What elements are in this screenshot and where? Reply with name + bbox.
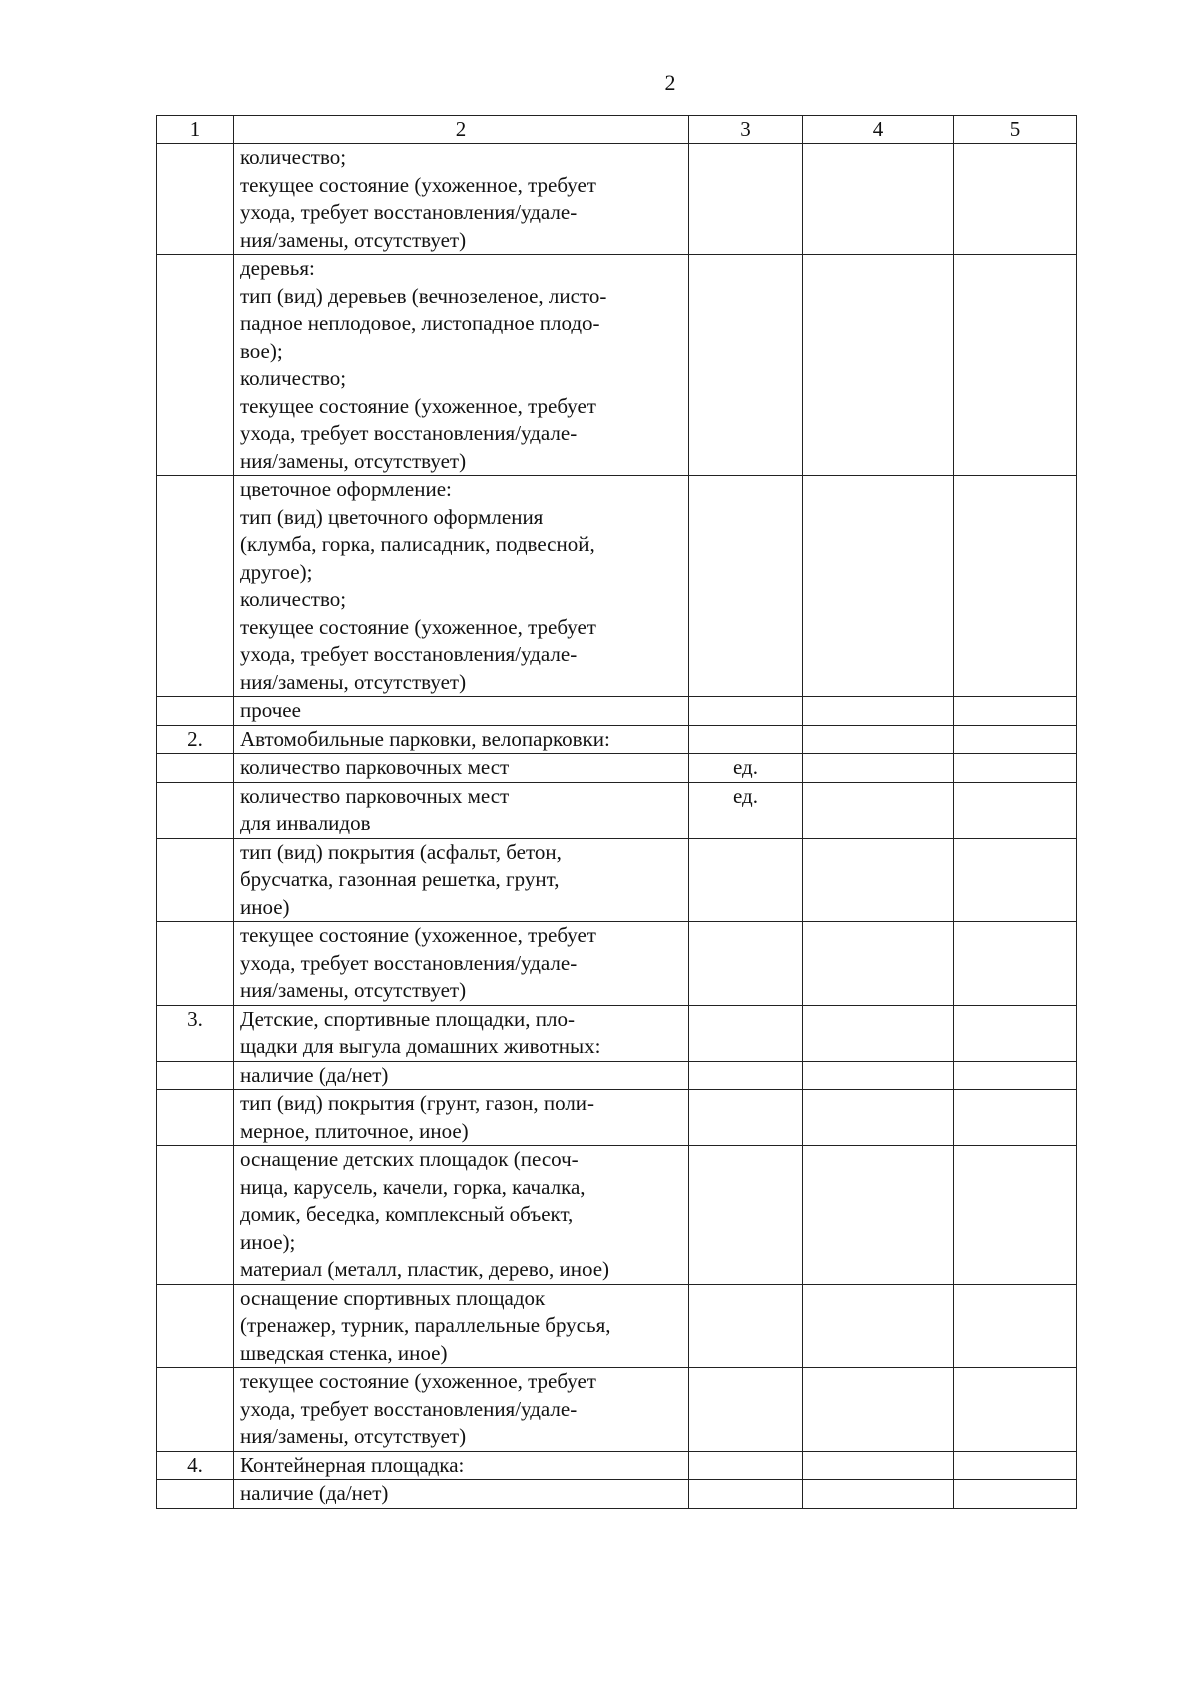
row-number-cell (157, 922, 234, 1006)
description-line: ухода, требует восстановления/удале- (240, 421, 578, 445)
description-line: домик, беседка, комплексный объект, (240, 1202, 574, 1226)
description-line: текущее состояние (ухоженное, требует (240, 393, 596, 418)
description-cell (234, 1005, 689, 1061)
value-cell-5 (954, 144, 1077, 255)
description-line: ница, карусель, качели, горка, качалка, (240, 1174, 586, 1199)
column-number-row (157, 116, 1077, 144)
description-line: ухода, требует восстановления/удале- (240, 642, 578, 666)
description-line: цветочное оформление: (240, 477, 452, 501)
description-line: Детские, спортивные площадки, пло- (240, 1006, 575, 1031)
row-number-cell (157, 1368, 234, 1452)
row-number-cell (157, 1284, 234, 1368)
description-line: текущее состояние (ухоженное, требует (240, 614, 596, 639)
row-number-cell (157, 255, 234, 476)
description-line: иное); (240, 1229, 296, 1254)
description-line: брусчатка, газонная решетка, грунт, (240, 867, 560, 891)
value-cell-5 (954, 754, 1077, 783)
row-number-cell: 4. (157, 1451, 234, 1480)
value-cell-5 (954, 1451, 1077, 1480)
row-number-cell: 2. (157, 725, 234, 754)
value-cell-5 (954, 922, 1077, 1006)
description-line: Автомобильные парковки, велопарковки: (240, 726, 610, 751)
description-cell (234, 754, 689, 783)
value-cell-4 (803, 922, 954, 1006)
unit-cell: ед. (689, 782, 803, 838)
description-line: иное) (240, 894, 290, 919)
table-row (157, 1090, 1077, 1146)
unit-cell (689, 1451, 803, 1480)
value-cell-4 (803, 1090, 954, 1146)
description-line: тип (вид) цветочного оформления (240, 504, 544, 529)
table-row (157, 697, 1077, 726)
table-row (157, 1005, 1077, 1061)
table-row (157, 754, 1077, 783)
table-row (157, 476, 1077, 697)
page-number: 2 (664, 70, 676, 95)
description-line: количество; (240, 587, 347, 611)
description-cell (234, 255, 689, 476)
value-cell-5 (954, 782, 1077, 838)
value-cell-5 (954, 1061, 1077, 1090)
description-line: щадки для выгула домашних животных: (240, 1034, 601, 1058)
description-line: текущее состояние (ухоженное, требует (240, 172, 596, 197)
description-line: Контейнерная площадка: (240, 1452, 465, 1477)
unit-cell (689, 1005, 803, 1061)
description-line: тип (вид) покрытия (асфальт, бетон, (240, 839, 562, 864)
description-line: ния/замены, отсутствует) (240, 448, 467, 473)
value-cell-4 (803, 754, 954, 783)
inspection-table (156, 115, 1077, 1509)
table-row (157, 1146, 1077, 1285)
description-line: ния/замены, отсутствует) (240, 978, 467, 1002)
value-cell-5 (954, 1146, 1077, 1285)
description-cell (234, 838, 689, 922)
column-header-5: 5 (954, 116, 1077, 144)
row-number-cell (157, 1090, 234, 1146)
description-line: падное неплодовое, листопадное плодо- (240, 311, 600, 335)
unit-cell: ед. (689, 754, 803, 783)
description-line: текущее состояние (ухоженное, требует (240, 1369, 596, 1393)
column-header-3: 3 (689, 116, 803, 144)
table-row (157, 922, 1077, 1006)
value-cell-5 (954, 697, 1077, 726)
value-cell-4 (803, 1451, 954, 1480)
table-row (157, 1451, 1077, 1480)
value-cell-4 (803, 1005, 954, 1061)
value-cell-4 (803, 697, 954, 726)
value-cell-5 (954, 1090, 1077, 1146)
unit-cell (689, 476, 803, 697)
table-row (157, 1480, 1077, 1509)
table-row (157, 725, 1077, 754)
value-cell-4 (803, 725, 954, 754)
description-cell (234, 922, 689, 1006)
description-line: тип (вид) деревьев (вечнозеленое, листо- (240, 283, 607, 308)
description-cell (234, 697, 689, 726)
unit-cell (689, 1480, 803, 1509)
table-row (157, 1284, 1077, 1368)
description-line: ния/замены, отсутствует) (240, 669, 467, 694)
description-line: для инвалидов (240, 811, 371, 835)
description-line: количество; (240, 366, 347, 390)
description-line: (тренажер, турник, параллельные брусья, (240, 1313, 611, 1337)
value-cell-5 (954, 725, 1077, 754)
description-cell (234, 1061, 689, 1090)
description-line: ухода, требует восстановления/удале- (240, 200, 578, 224)
table-row (157, 782, 1077, 838)
description-cell (234, 476, 689, 697)
value-cell-5 (954, 1005, 1077, 1061)
description-line: оснащение спортивных площадок (240, 1285, 546, 1310)
description-line: количество; (240, 145, 347, 169)
row-number-cell (157, 1146, 234, 1285)
table-row (157, 1061, 1077, 1090)
row-number-cell (157, 144, 234, 255)
row-number-cell (157, 697, 234, 726)
description-line: мерное, плиточное, иное) (240, 1118, 469, 1143)
description-line: количество парковочных мест (240, 783, 510, 808)
table-row (157, 1368, 1077, 1452)
row-number-cell (157, 754, 234, 783)
table-row (157, 144, 1077, 255)
description-line: деревья: (240, 256, 315, 280)
row-number-cell: 3. (157, 1005, 234, 1061)
description-cell (234, 725, 689, 754)
description-cell (234, 1368, 689, 1452)
description-cell (234, 144, 689, 255)
unit-cell (689, 922, 803, 1006)
description-line: ния/замены, отсутствует) (240, 1424, 467, 1448)
description-cell (234, 782, 689, 838)
description-line: текущее состояние (ухоженное, требует (240, 923, 596, 947)
unit-cell (689, 1061, 803, 1090)
description-line: вое); (240, 338, 283, 363)
value-cell-4 (803, 144, 954, 255)
row-number-cell (157, 1061, 234, 1090)
description-cell (234, 1090, 689, 1146)
description-line: ния/замены, отсутствует) (240, 227, 467, 252)
row-number-cell (157, 838, 234, 922)
description-cell (234, 1451, 689, 1480)
unit-cell (689, 838, 803, 922)
value-cell-5 (954, 255, 1077, 476)
unit-cell (689, 725, 803, 754)
column-header-1: 1 (157, 116, 234, 144)
description-line: материал (металл, пластик, дерево, иное) (240, 1257, 610, 1281)
description-line: тип (вид) покрытия (грунт, газон, поли- (240, 1091, 595, 1115)
description-cell (234, 1284, 689, 1368)
description-cell (234, 1480, 689, 1509)
value-cell-4 (803, 1368, 954, 1452)
description-line: (клумба, горка, палисадник, подвесной, (240, 532, 595, 556)
description-line: ухода, требует восстановления/удале- (240, 1396, 578, 1421)
value-cell-4 (803, 1061, 954, 1090)
value-cell-4 (803, 1284, 954, 1368)
value-cell-4 (803, 838, 954, 922)
row-number-cell (157, 476, 234, 697)
description-line: другое); (240, 559, 313, 584)
unit-cell (689, 255, 803, 476)
unit-cell (689, 1284, 803, 1368)
unit-cell (689, 1090, 803, 1146)
unit-cell (689, 144, 803, 255)
row-number-cell (157, 782, 234, 838)
description-line: наличие (да/нет) (240, 1062, 389, 1087)
value-cell-5 (954, 476, 1077, 697)
value-cell-5 (954, 838, 1077, 922)
value-cell-4 (803, 1480, 954, 1509)
column-header-2: 2 (234, 116, 689, 144)
unit-cell (689, 1368, 803, 1452)
value-cell-4 (803, 1146, 954, 1285)
unit-cell (689, 697, 803, 726)
description-line: прочее (240, 698, 301, 722)
value-cell-4 (803, 782, 954, 838)
table-row (157, 255, 1077, 476)
row-number-cell (157, 1480, 234, 1509)
description-line: количество парковочных мест (240, 755, 510, 779)
description-line: наличие (да/нет) (240, 1481, 389, 1505)
description-line: шведская стенка, иное) (240, 1340, 448, 1365)
table-row (157, 838, 1077, 922)
value-cell-5 (954, 1480, 1077, 1509)
value-cell-4 (803, 476, 954, 697)
description-cell (234, 1146, 689, 1285)
value-cell-5 (954, 1368, 1077, 1452)
value-cell-4 (803, 255, 954, 476)
unit-cell (689, 1146, 803, 1285)
value-cell-5 (954, 1284, 1077, 1368)
column-header-4: 4 (803, 116, 954, 144)
description-line: оснащение детских площадок (песоч- (240, 1147, 579, 1171)
description-line: ухода, требует восстановления/удале- (240, 950, 578, 975)
